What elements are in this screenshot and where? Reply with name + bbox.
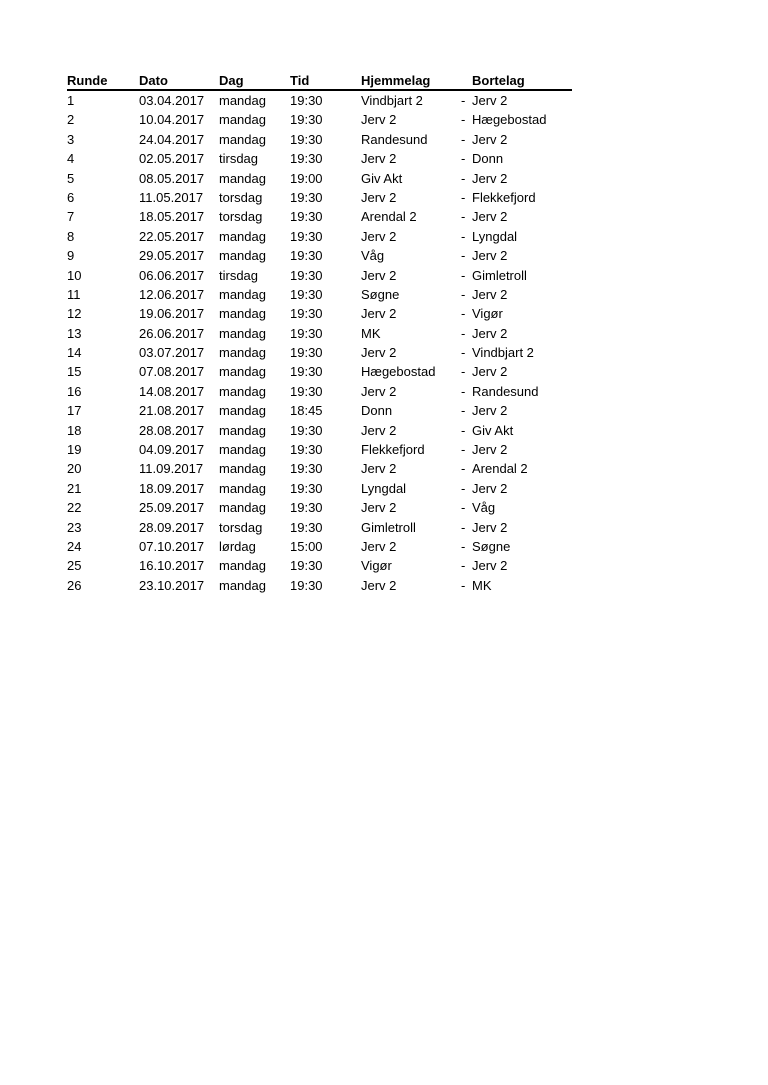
cell-hjemmelag: Jerv 2 [361, 267, 397, 283]
cell-tid: 19:30 [290, 461, 323, 477]
cell-tid: 15:00 [290, 538, 323, 554]
cell-bortelag: Våg [472, 500, 496, 516]
table-row [67, 479, 572, 498]
cell-separator: - [461, 577, 466, 593]
cell-separator: - [461, 442, 466, 458]
cell-dag: mandag [219, 461, 266, 477]
cell-separator: - [461, 345, 466, 361]
table-row [67, 459, 572, 478]
cell-tid: 19:30 [290, 519, 323, 535]
cell-bortelag: Jerv 2 [472, 403, 508, 419]
cell-dag: mandag [219, 93, 266, 108]
cell-dag: mandag [219, 480, 266, 496]
cell-bortelag: Jerv 2 [472, 286, 508, 302]
cell-dato: 10.04.2017 [139, 112, 205, 128]
cell-dato: 02.05.2017 [139, 151, 205, 167]
cell-runde: 11 [67, 286, 81, 302]
cell-separator: - [461, 306, 466, 322]
table-row [67, 421, 572, 440]
cell-bortelag: Jerv 2 [472, 558, 508, 574]
cell-hjemmelag: Våg [361, 248, 385, 264]
header-dag: Dag [219, 73, 244, 88]
cell-runde: 19 [67, 442, 82, 458]
cell-bortelag: Jerv 2 [472, 131, 508, 147]
cell-runde: 1 [67, 93, 75, 108]
cell-dato: 21.08.2017 [139, 403, 205, 419]
fixture-table [67, 72, 572, 595]
cell-runde: 4 [67, 151, 75, 167]
cell-hjemmelag: Jerv 2 [361, 577, 397, 593]
cell-tid: 19:30 [290, 558, 323, 574]
header-bortelag: Bortelag [472, 73, 525, 88]
cell-bortelag: Vigør [472, 306, 503, 322]
cell-separator: - [461, 93, 466, 108]
cell-dato: 07.10.2017 [139, 538, 205, 554]
cell-dag: mandag [219, 286, 266, 302]
cell-hjemmelag: Jerv 2 [361, 189, 397, 205]
cell-dag: mandag [219, 170, 266, 186]
cell-hjemmelag: Hægebostad [361, 364, 436, 380]
cell-dato: 22.05.2017 [139, 228, 205, 244]
cell-bortelag: Jerv 2 [472, 480, 508, 496]
cell-tid: 19:30 [290, 93, 323, 108]
cell-hjemmelag: Vindbjart 2 [361, 93, 423, 108]
cell-tid: 19:30 [290, 306, 323, 322]
cell-tid: 19:30 [290, 189, 323, 205]
cell-dato: 26.06.2017 [139, 325, 205, 341]
table-row [67, 130, 572, 149]
cell-tid: 19:30 [290, 112, 323, 128]
cell-dag: mandag [219, 306, 266, 322]
table-body [67, 91, 572, 595]
header-runde: Runde [67, 73, 108, 88]
cell-hjemmelag: Jerv 2 [361, 228, 397, 244]
table-row [67, 556, 572, 575]
cell-tid: 19:30 [290, 364, 323, 380]
cell-dato: 28.09.2017 [139, 519, 205, 535]
cell-separator: - [461, 558, 466, 574]
cell-tid: 19:30 [290, 325, 323, 341]
header-tid: Tid [290, 73, 310, 88]
cell-runde: 24 [67, 538, 82, 554]
cell-separator: - [461, 538, 466, 554]
cell-dato: 06.06.2017 [139, 267, 205, 283]
cell-tid: 19:30 [290, 248, 323, 264]
cell-hjemmelag: MK [361, 325, 381, 341]
table-row [67, 266, 572, 285]
cell-dag: mandag [219, 500, 266, 516]
table-row [67, 188, 572, 207]
cell-runde: 13 [67, 325, 82, 341]
cell-bortelag: Jerv 2 [472, 442, 508, 458]
table-row [67, 537, 572, 556]
cell-dag: mandag [219, 248, 266, 264]
cell-runde: 8 [67, 228, 75, 244]
cell-hjemmelag: Jerv 2 [361, 422, 397, 438]
table-row [67, 285, 572, 304]
cell-dato: 29.05.2017 [139, 248, 205, 264]
table-row [67, 576, 572, 595]
cell-hjemmelag: Jerv 2 [361, 500, 397, 516]
cell-hjemmelag: Jerv 2 [361, 151, 397, 167]
cell-hjemmelag: Arendal 2 [361, 209, 417, 225]
cell-dag: tirsdag [219, 267, 259, 283]
cell-dag: mandag [219, 422, 266, 438]
cell-dag: lørdag [219, 538, 256, 554]
cell-runde: 23 [67, 519, 82, 535]
cell-bortelag: Donn [472, 151, 504, 167]
table-row [67, 149, 572, 168]
header-dato: Dato [139, 73, 168, 88]
cell-separator: - [461, 364, 466, 380]
cell-bortelag: MK [472, 577, 492, 593]
cell-separator: - [461, 151, 466, 167]
cell-dato: 12.06.2017 [139, 286, 205, 302]
cell-runde: 18 [67, 422, 82, 438]
cell-dato: 11.05.2017 [139, 189, 204, 205]
cell-dag: mandag [219, 403, 266, 419]
cell-dato: 14.08.2017 [139, 383, 205, 399]
cell-dag: mandag [219, 383, 266, 399]
cell-dato: 19.06.2017 [139, 306, 205, 322]
cell-dato: 07.08.2017 [139, 364, 205, 380]
table-row [67, 440, 572, 459]
cell-dag: mandag [219, 442, 266, 458]
cell-separator: - [461, 500, 466, 516]
cell-bortelag: Giv Akt [472, 422, 514, 438]
cell-separator: - [461, 131, 466, 147]
cell-dato: 16.10.2017 [139, 558, 205, 574]
cell-tid: 19:30 [290, 345, 323, 361]
table-row [67, 401, 572, 420]
cell-dato: 03.07.2017 [139, 345, 205, 361]
cell-separator: - [461, 383, 466, 399]
cell-separator: - [461, 286, 466, 302]
table-row [67, 246, 572, 265]
cell-tid: 19:30 [290, 267, 323, 283]
cell-tid: 19:30 [290, 480, 323, 496]
cell-dag: mandag [219, 228, 266, 244]
cell-separator: - [461, 170, 466, 186]
cell-tid: 19:30 [290, 131, 323, 147]
cell-hjemmelag: Jerv 2 [361, 461, 397, 477]
cell-separator: - [461, 422, 466, 438]
cell-runde: 9 [67, 248, 75, 264]
cell-dato: 28.08.2017 [139, 422, 205, 438]
cell-dag: mandag [219, 112, 266, 128]
table-row [67, 498, 572, 517]
table-row [67, 110, 572, 129]
cell-tid: 19:00 [290, 170, 323, 186]
cell-bortelag: Randesund [472, 383, 539, 399]
table-header-row [67, 72, 572, 91]
cell-tid: 19:30 [290, 500, 323, 516]
cell-tid: 19:30 [290, 442, 323, 458]
cell-tid: 18:45 [290, 403, 323, 419]
cell-separator: - [461, 461, 466, 477]
cell-separator: - [461, 209, 466, 225]
table-row [67, 304, 572, 323]
cell-tid: 19:30 [290, 228, 323, 244]
cell-dag: mandag [219, 364, 266, 380]
cell-hjemmelag: Giv Akt [361, 170, 403, 186]
cell-runde: 6 [67, 189, 75, 205]
table-row [67, 324, 572, 343]
cell-hjemmelag: Flekkefjord [361, 442, 425, 458]
cell-bortelag: Jerv 2 [472, 248, 508, 264]
cell-runde: 20 [67, 461, 82, 477]
cell-separator: - [461, 325, 466, 341]
cell-runde: 12 [67, 306, 82, 322]
cell-separator: - [461, 189, 466, 205]
cell-dag: mandag [219, 577, 266, 593]
cell-dato: 24.04.2017 [139, 131, 205, 147]
cell-hjemmelag: Lyngdal [361, 480, 407, 496]
cell-bortelag: Lyngdal [472, 228, 518, 244]
cell-bortelag: Jerv 2 [472, 93, 508, 108]
cell-dato: 18.05.2017 [139, 209, 205, 225]
table-row [67, 169, 572, 188]
cell-dato: 08.05.2017 [139, 170, 205, 186]
cell-runde: 7 [67, 209, 75, 225]
cell-hjemmelag: Jerv 2 [361, 345, 397, 361]
cell-separator: - [461, 519, 466, 535]
cell-separator: - [461, 480, 466, 496]
cell-hjemmelag: Randesund [361, 131, 428, 147]
cell-runde: 26 [67, 577, 82, 593]
cell-runde: 16 [67, 383, 82, 399]
table-row [67, 343, 572, 362]
cell-tid: 19:30 [290, 577, 323, 593]
cell-runde: 2 [67, 112, 75, 128]
cell-dato: 03.04.2017 [139, 93, 205, 108]
cell-separator: - [461, 403, 466, 419]
cell-dag: mandag [219, 131, 266, 147]
cell-separator: - [461, 248, 466, 264]
cell-dag: tirsdag [219, 151, 259, 167]
table-row [67, 207, 572, 226]
table-row [67, 91, 572, 110]
cell-dag: torsdag [219, 189, 263, 205]
cell-runde: 5 [67, 170, 75, 186]
cell-hjemmelag: Gimletroll [361, 519, 416, 535]
cell-dag: mandag [219, 558, 266, 574]
cell-hjemmelag: Jerv 2 [361, 112, 397, 128]
cell-separator: - [461, 112, 466, 128]
cell-hjemmelag: Vigør [361, 558, 392, 574]
cell-dag: mandag [219, 345, 266, 361]
cell-dato: 25.09.2017 [139, 500, 205, 516]
cell-tid: 19:30 [290, 286, 323, 302]
cell-runde: 17 [67, 403, 82, 419]
table-row [67, 227, 572, 246]
table-row [67, 362, 572, 381]
cell-tid: 19:30 [290, 422, 323, 438]
header-hjemmelag: Hjemmelag [361, 73, 431, 88]
cell-bortelag: Arendal 2 [472, 461, 528, 477]
cell-bortelag: Jerv 2 [472, 209, 508, 225]
cell-bortelag: Hægebostad [472, 112, 547, 128]
cell-runde: 3 [67, 131, 75, 147]
cell-bortelag: Søgne [472, 538, 511, 554]
cell-hjemmelag: Jerv 2 [361, 383, 397, 399]
cell-runde: 25 [67, 558, 82, 574]
cell-bortelag: Flekkefjord [472, 189, 536, 205]
cell-dato: 11.09.2017 [139, 461, 204, 477]
cell-bortelag: Jerv 2 [472, 519, 508, 535]
cell-runde: 22 [67, 500, 82, 516]
cell-dag: mandag [219, 325, 266, 341]
cell-bortelag: Jerv 2 [472, 325, 508, 341]
cell-hjemmelag: Donn [361, 403, 393, 419]
cell-runde: 15 [67, 364, 82, 380]
cell-dag: torsdag [219, 209, 263, 225]
cell-runde: 14 [67, 345, 82, 361]
cell-runde: 10 [67, 267, 82, 283]
cell-tid: 19:30 [290, 151, 323, 167]
table-row [67, 382, 572, 401]
cell-bortelag: Jerv 2 [472, 364, 508, 380]
cell-hjemmelag: Jerv 2 [361, 538, 397, 554]
cell-tid: 19:30 [290, 209, 323, 225]
cell-hjemmelag: Søgne [361, 286, 400, 302]
cell-bortelag: Vindbjart 2 [472, 345, 534, 361]
cell-bortelag: Jerv 2 [472, 170, 508, 186]
cell-separator: - [461, 228, 466, 244]
cell-dag: torsdag [219, 519, 263, 535]
cell-tid: 19:30 [290, 383, 323, 399]
cell-dato: 18.09.2017 [139, 480, 205, 496]
cell-bortelag: Gimletroll [472, 267, 527, 283]
cell-hjemmelag: Jerv 2 [361, 306, 397, 322]
cell-dato: 23.10.2017 [139, 577, 205, 593]
cell-dato: 04.09.2017 [139, 442, 205, 458]
cell-separator: - [461, 267, 466, 283]
table-row [67, 518, 572, 537]
cell-runde: 21 [67, 480, 82, 496]
